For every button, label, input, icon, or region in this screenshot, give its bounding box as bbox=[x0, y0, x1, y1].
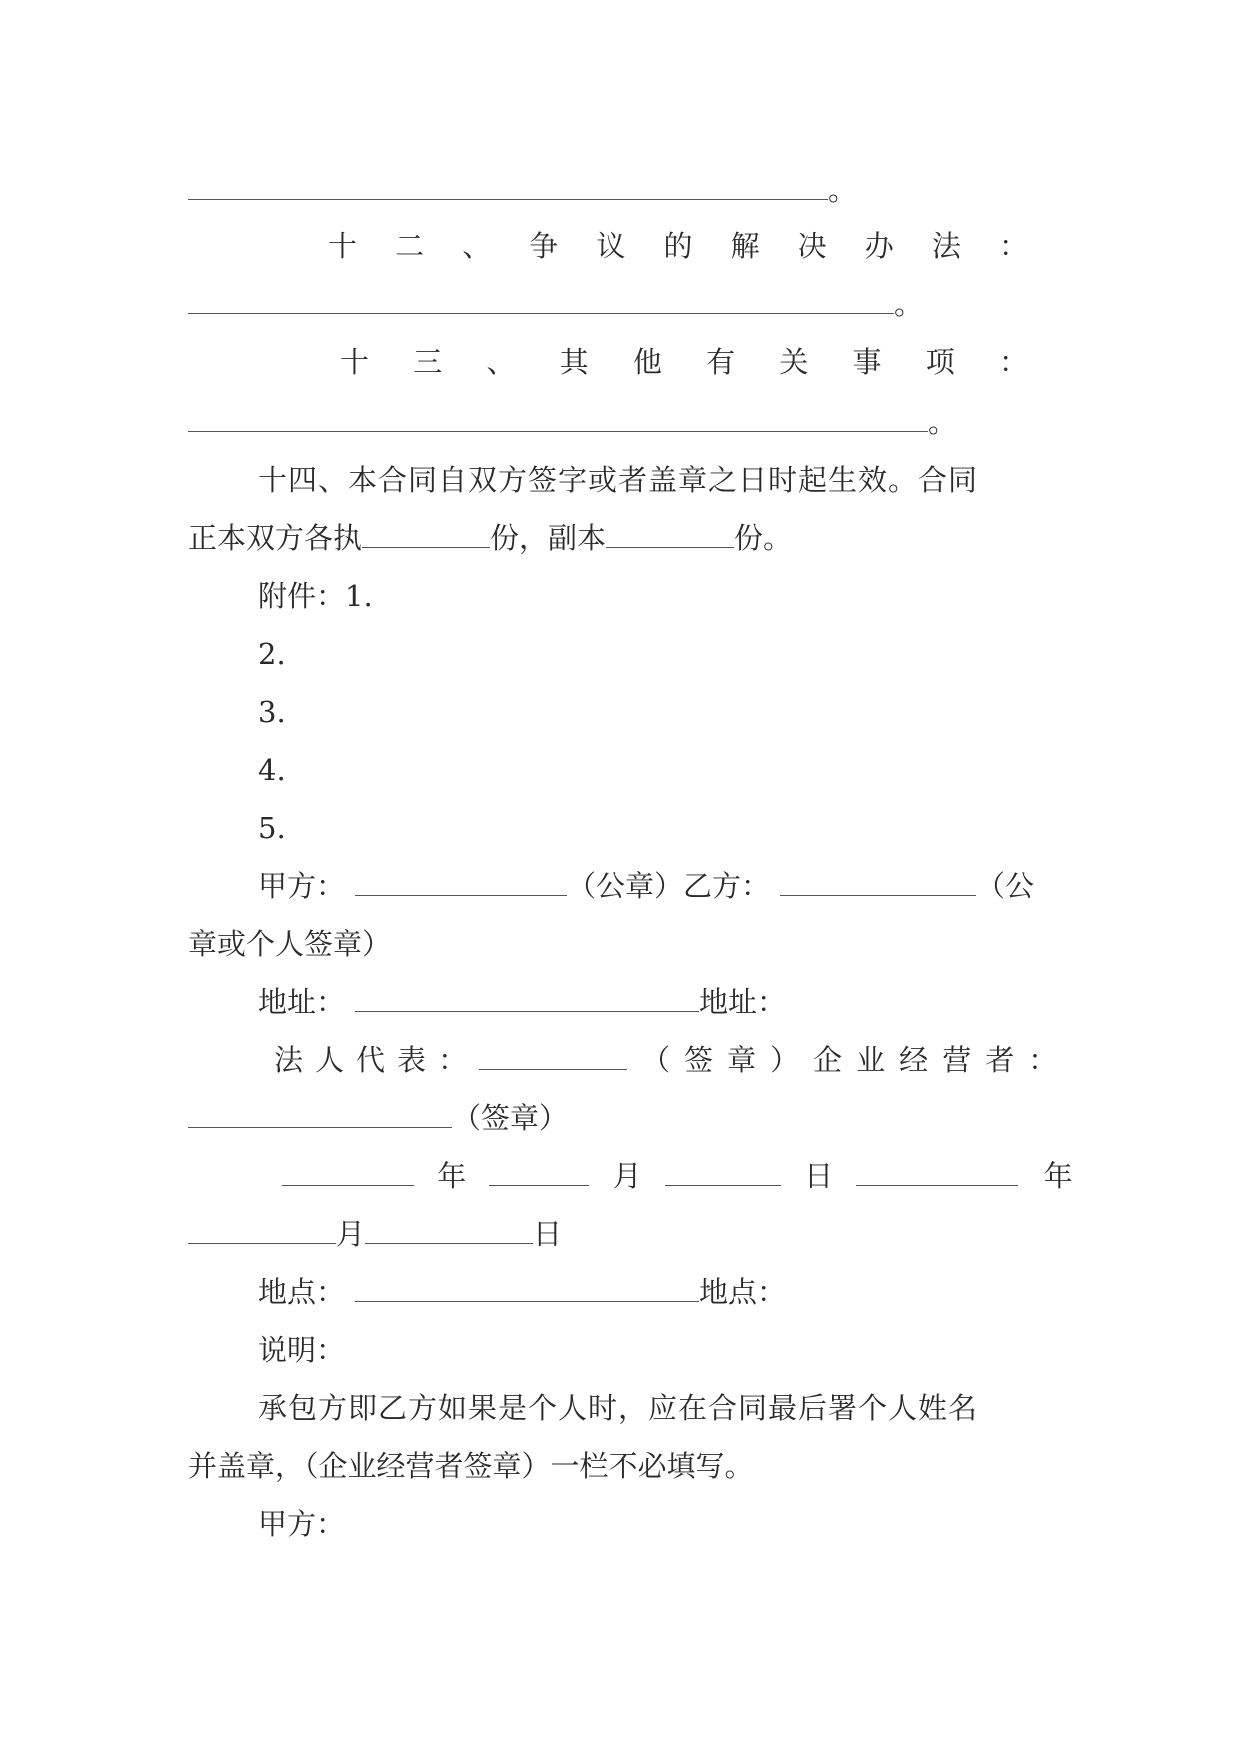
attachment-4: 4. bbox=[258, 753, 286, 787]
party-b-label: （公章）乙方： bbox=[567, 869, 771, 903]
label-char: 营 bbox=[942, 1043, 986, 1077]
party-a-label: 甲方： bbox=[258, 869, 346, 903]
day-b-label: 日 bbox=[533, 1217, 563, 1251]
place-a-blank[interactable] bbox=[355, 1277, 699, 1302]
clause-13-char: 关 bbox=[779, 345, 809, 379]
fill-blank[interactable] bbox=[188, 407, 928, 432]
label-char: （ bbox=[641, 1043, 685, 1077]
address-a-blank[interactable] bbox=[355, 987, 699, 1012]
month-b-label: 月 bbox=[336, 1217, 366, 1251]
place-line bbox=[258, 1272, 1050, 1312]
label-char: 业 bbox=[856, 1043, 900, 1077]
clause-12-char: 办 bbox=[864, 229, 894, 263]
copies-end: 份。 bbox=[734, 521, 793, 555]
legal-rep-char: ： bbox=[438, 1043, 480, 1077]
year-a-blank[interactable] bbox=[282, 1161, 414, 1186]
blank-line-13 bbox=[188, 402, 1050, 442]
clause-12-heading bbox=[328, 226, 1028, 266]
place-b-label: 地点： bbox=[699, 1275, 787, 1309]
clause-14-text: 十四、本合同自双方签字或者盖章之日时起生效。合同 bbox=[258, 463, 979, 497]
legal-rep-char: 人 bbox=[315, 1043, 357, 1077]
address-line bbox=[258, 982, 1050, 1022]
period: 。 bbox=[828, 173, 858, 207]
clause-14-copies bbox=[188, 518, 1050, 558]
day-a-blank[interactable] bbox=[665, 1161, 781, 1186]
clause-13-char: 事 bbox=[852, 345, 882, 379]
notes-text-cont: 并盖章，（企业经营者签章）一栏不必填写。 bbox=[188, 1449, 754, 1483]
enterprise-operator-label bbox=[641, 1040, 1071, 1080]
clause-12-char: 解 bbox=[730, 229, 760, 263]
label-char: ） bbox=[770, 1043, 814, 1077]
clause-13-char: 其 bbox=[559, 345, 589, 379]
date-line-cont bbox=[188, 1214, 1050, 1254]
clause-12-char: ： bbox=[998, 229, 1028, 263]
blank-line-12 bbox=[188, 284, 1050, 324]
legal-rep-label bbox=[274, 1040, 479, 1080]
blank-line-11 bbox=[188, 170, 1050, 210]
party-b-blank[interactable] bbox=[780, 871, 976, 896]
clause-12-char: 十 bbox=[328, 229, 358, 263]
day-b-blank[interactable] bbox=[365, 1219, 533, 1244]
notes-text: 承包方即乙方如果是个人时，应在合同最后署个人姓名 bbox=[258, 1391, 979, 1425]
fill-blank[interactable] bbox=[188, 175, 828, 200]
seal-note-cont: 章或个人签章） bbox=[188, 927, 392, 961]
label-char: ： bbox=[1028, 1043, 1072, 1077]
label-char: 经 bbox=[899, 1043, 943, 1077]
seal-note: （公 bbox=[976, 869, 1035, 903]
clause-13-heading bbox=[340, 342, 1028, 382]
address-a-label: 地址： bbox=[258, 985, 346, 1019]
clause-13-char: 他 bbox=[632, 345, 662, 379]
clause-12-char: 决 bbox=[797, 229, 827, 263]
clause-12-char: 二 bbox=[395, 229, 425, 263]
period: 。 bbox=[894, 287, 924, 321]
day-a-label: 日 bbox=[804, 1159, 834, 1193]
month-a-label: 月 bbox=[612, 1159, 642, 1193]
party-a-footer: 甲方： bbox=[258, 1507, 346, 1541]
sign-seal-label: （签章） bbox=[452, 1101, 569, 1135]
clause-12-char: 的 bbox=[663, 229, 693, 263]
party-a-blank[interactable] bbox=[355, 871, 567, 896]
copies-mid: 份，副本 bbox=[490, 521, 607, 555]
attachment-1: 附件：1. bbox=[258, 579, 373, 613]
clause-12-char: 议 bbox=[596, 229, 626, 263]
month-b-blank[interactable] bbox=[188, 1219, 336, 1244]
copies-label: 正本双方各执 bbox=[188, 521, 363, 555]
duplicate-copies-blank[interactable] bbox=[606, 523, 734, 548]
clause-12-char: 法 bbox=[931, 229, 961, 263]
clause-13-char: 十 bbox=[340, 345, 370, 379]
address-b-label: 地址： bbox=[699, 985, 787, 1019]
clause-13-char: ： bbox=[998, 345, 1028, 379]
label-char: 签 bbox=[684, 1043, 728, 1077]
month-a-blank[interactable] bbox=[489, 1161, 589, 1186]
year-b-blank[interactable] bbox=[856, 1161, 1018, 1186]
legal-rep-char: 法 bbox=[274, 1043, 316, 1077]
year-b-label: 年 bbox=[1043, 1159, 1073, 1193]
clause-13-char: 项 bbox=[925, 345, 955, 379]
clause-13-char: 有 bbox=[706, 345, 736, 379]
operator-signature-line bbox=[188, 1098, 1050, 1138]
year-a-label: 年 bbox=[437, 1159, 467, 1193]
attachment-2: 2. bbox=[258, 637, 286, 671]
place-a-label: 地点： bbox=[258, 1275, 346, 1309]
label-char: 者 bbox=[985, 1043, 1029, 1077]
attachment-3: 3. bbox=[258, 695, 286, 729]
original-copies-blank[interactable] bbox=[362, 523, 490, 548]
notes-heading: 说明： bbox=[258, 1333, 346, 1367]
clause-13-char: 、 bbox=[486, 345, 516, 379]
clause-13-char: 三 bbox=[413, 345, 443, 379]
legal-rep-blank[interactable] bbox=[479, 1045, 627, 1070]
period: 。 bbox=[928, 405, 958, 439]
party-signature-line bbox=[258, 866, 1050, 906]
legal-rep-char: 代 bbox=[356, 1043, 398, 1077]
date-line bbox=[282, 1156, 1073, 1196]
fill-blank[interactable] bbox=[188, 289, 894, 314]
attachment-5: 5. bbox=[258, 811, 286, 845]
legal-rep-line bbox=[274, 1040, 1072, 1080]
clause-12-char: 争 bbox=[529, 229, 559, 263]
legal-rep-char: 表 bbox=[397, 1043, 439, 1077]
clause-12-char: 、 bbox=[462, 229, 492, 263]
operator-blank[interactable] bbox=[188, 1103, 452, 1128]
label-char: 章 bbox=[727, 1043, 771, 1077]
label-char: 企 bbox=[813, 1043, 857, 1077]
